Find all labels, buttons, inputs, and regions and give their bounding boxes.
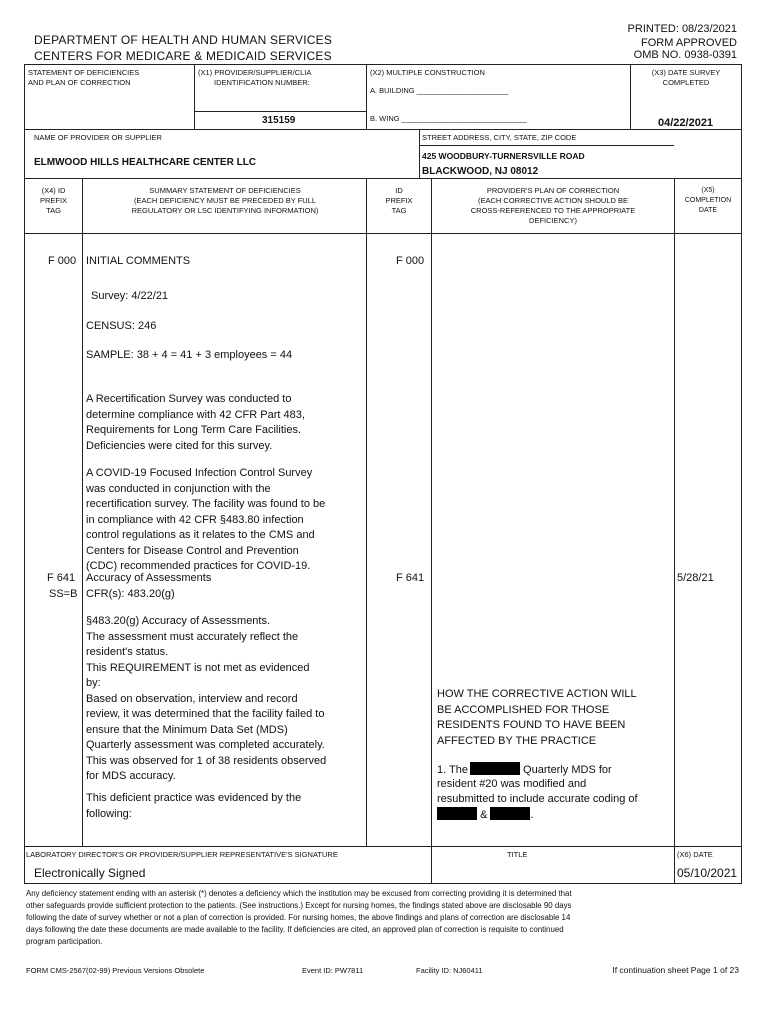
- address-label: STREET ADDRESS, CITY, STATE, ZIP CODE: [422, 133, 577, 142]
- sample: SAMPLE: 38 + 4 = 41 + 3 employees = 44: [86, 349, 293, 361]
- x2-wing: B. WING ______________________________: [370, 114, 527, 123]
- form-approved: FORM APPROVED: [641, 37, 737, 49]
- survey-completed-date: 04/22/2021: [658, 117, 714, 129]
- address-line-2: BLACKWOOD, NJ 08012: [422, 166, 539, 177]
- address-line-1: 425 WOODBURY-TURNERSVILLE ROAD: [422, 151, 585, 161]
- x5-header: (X5) COMPLETION DATE: [684, 187, 732, 214]
- event-id: Event ID: PW7811: [302, 966, 364, 975]
- provider-name: ELMWOOD HILLS HEALTHCARE CENTER LLC: [34, 157, 257, 168]
- item-1-line-1: 1. The Quarterly MDS for: [437, 764, 612, 776]
- rule: [366, 64, 367, 130]
- rule: [24, 178, 741, 179]
- page-indicator: If continuation sheet Page 1 of 23: [612, 965, 739, 975]
- rule: [366, 178, 367, 846]
- title-label: TITLE: [507, 850, 528, 859]
- rule: [82, 178, 83, 846]
- rule: [24, 64, 741, 65]
- survey-date: Survey: 4/22/21: [91, 290, 169, 302]
- plan-header: PROVIDER'S PLAN OF CORRECTION (EACH CORRECTIVE ACTION SHOULD BE CROSS-REFERENCED TO THE APPROPRIATE DEFICIENCY): [470, 186, 636, 225]
- signature-label: LABORATORY DIRECTOR'S OR PROVIDER/SUPPLIER REPRESENTATIVE'S SIGNATURE: [26, 850, 338, 859]
- scope-severity: SS=B: [49, 588, 78, 600]
- item-1-line-3: resubmitted to include accurate coding of: [437, 793, 638, 805]
- tag-f641-right: F 641: [396, 572, 425, 584]
- omb-number: OMB NO. 0938-0391: [633, 49, 737, 61]
- rule: [24, 233, 741, 234]
- covid-paragraph: A COVID-19 Focused Infection Control Survey was conducted in conjunction with the recertification survey. The facility was found to be in compliance with 42 CFR §483.80 infection control regulations as it relates to the CMS and Centers for Disease Control and Prevention (CDC) recommended practices for COVID-19.: [86, 467, 326, 572]
- summary-header: SUMMARY STATEMENT OF DEFICIENCIES (EACH DEFICIENCY MUST BE PRECEDED BY FULL REGULATORY OR LSC IDENTIFYING INFORMATION): [131, 186, 319, 215]
- initial-comments: INITIAL COMMENTS: [86, 255, 191, 267]
- completion-date: 5/28/21: [677, 572, 714, 584]
- evidenced-paragraph: This deficient practice was evidenced by the following:: [86, 792, 302, 820]
- accuracy-title: Accuracy of Assessments: [86, 572, 212, 584]
- census: CENSUS: 246: [86, 320, 157, 332]
- x3-label: (X3) DATE SURVEY COMPLETED: [651, 68, 721, 87]
- signature-date-label: (X6) DATE: [677, 850, 713, 859]
- rule: [630, 64, 631, 130]
- x2-label: (X2) MULTIPLE CONSTRUCTION: [370, 68, 485, 77]
- x2-building: A. BUILDING ______________________: [370, 86, 509, 95]
- corrective-action-heading: HOW THE CORRECTIVE ACTION WILL BE ACCOMPLISHED FOR THOSE RESIDENTS FOUND TO HAVE BEEN AFFECTED BY THE PRACTICE: [437, 688, 637, 747]
- statement-label: STATEMENT OF DEFICIENCIES AND PLAN OF CORRECTION: [28, 68, 140, 87]
- rule: [431, 846, 432, 884]
- x1-label: (X1) PROVIDER/SUPPLIER/CLIA IDENTIFICATION NUMBER:: [198, 68, 312, 87]
- item-1-line-4: & .: [437, 807, 534, 824]
- signature-value: Electronically Signed: [34, 866, 146, 880]
- provider-number: 315159: [262, 115, 296, 126]
- redaction: [437, 807, 477, 820]
- department-title: DEPARTMENT OF HEALTH AND HUMAN SERVICES: [34, 33, 333, 47]
- id-header: ID PREFIX TAG: [385, 186, 413, 215]
- tag-f000-right: F 000: [396, 255, 425, 267]
- disclaimer: Any deficiency statement ending with an asterisk (*) denotes a deficiency which the institution may be excused from correcting providing it is determined that other safeguards provide sufficient protection to the patients. (See instructions.) Except for nursing homes, the findings stated above are disclosable 90 days following the date of survey whether or not a plan of correction is provided. For nursing homes, the above findings and plans of correction are disclosable 14 days following the date these documents are made available to the facility. If deficiencies are cited, an approved plan of correction is requisite to continued program participation.: [26, 889, 572, 946]
- rule: [741, 64, 742, 884]
- rule: [194, 111, 366, 112]
- rule: [419, 145, 674, 146]
- rule: [419, 129, 420, 179]
- signature-date: 05/10/2021: [677, 866, 738, 880]
- redaction: [490, 807, 530, 820]
- facility-id: Facility ID: NJ60411: [416, 966, 483, 975]
- form-id: FORM CMS-2567(02-99) Previous Versions Obsolete: [26, 966, 205, 975]
- rule: [24, 846, 741, 847]
- provider-name-label: NAME OF PROVIDER OR SUPPLIER: [34, 133, 162, 142]
- recertification-paragraph: A Recertification Survey was conducted to determine compliance with 42 CFR Part 483, Requirements for Long Term Care Facilities. Deficiencies were cited for this survey.: [86, 393, 305, 452]
- agency-title: CENTERS FOR MEDICARE & MEDICAID SERVICES: [34, 49, 332, 63]
- rule: [24, 883, 741, 884]
- cfr-reference: CFR(s): 483.20(g): [86, 588, 175, 600]
- printed-date: PRINTED: 08/23/2021: [627, 23, 737, 35]
- redaction: [470, 762, 520, 775]
- x4-header: (X4) ID PREFIX TAG: [39, 186, 68, 215]
- item-1-line-2: resident #20 was modified and: [437, 778, 587, 790]
- rule: [431, 178, 432, 846]
- regulation-paragraph: §483.20(g) Accuracy of Assessments. The assessment must accurately reflect the resident's status. This REQUIREMENT is not met as evidenced by: Based on observation, interview and record review, it was determined that the facility failed to ensure that the Minimum Data Set (MDS) Quarterly assessment was completed accurately. This was observed for 1 of 38 residents observed for MDS accuracy.: [86, 615, 327, 782]
- rule: [674, 846, 675, 884]
- tag-f641-left: F 641: [47, 572, 76, 584]
- tag-f000-left: F 000: [48, 255, 77, 267]
- rule: [194, 64, 195, 130]
- rule: [24, 129, 741, 130]
- rule: [674, 178, 675, 846]
